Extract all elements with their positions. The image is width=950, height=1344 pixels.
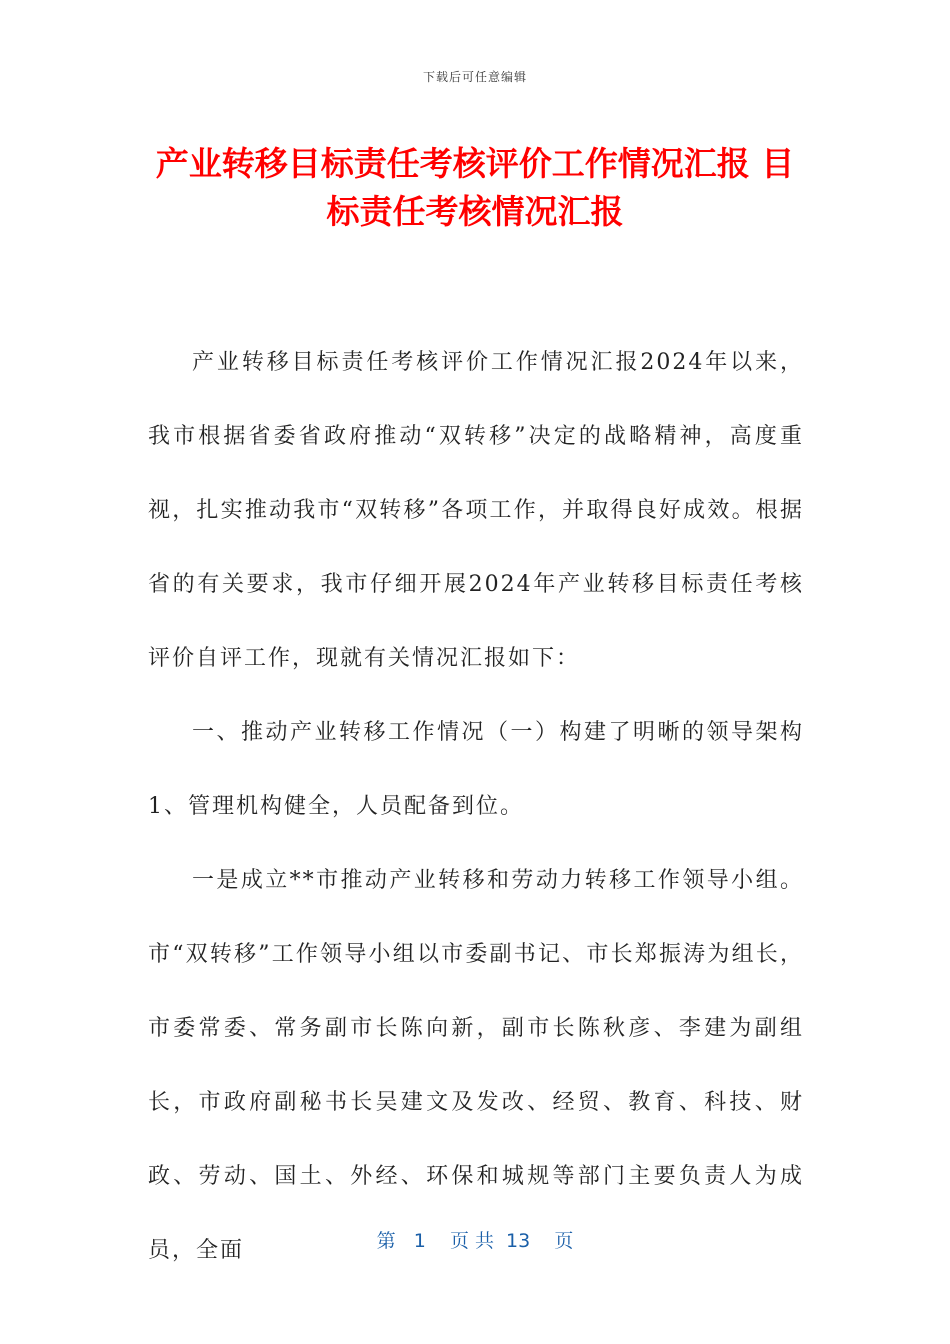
paragraph-1: 产业转移目标责任考核评价工作情况汇报2024年以来，我市根据省委省政府推动“双转移”决定的战略精神，高度重视，扎实推动我市“双转移”各项工作，并取得良好成效。根据省的有关要求，我市仔细开展2024年产业转移目标责任考核评价自评工作，现就有关情况汇报如下： (148, 350, 804, 671)
paragraph-3: 一是成立**市推动产业转移和劳动力转移工作领导小组。市“双转移”工作领导小组以市委副书记、市长郑振涛为组长，市委常委、常务副市长陈向新，副市长陈秋彦、李建为副组长，市政府副秘书长吴建文及发改、经贸、教育、科技、财政、劳动、国土、外经、环保和城规等部门主要负责人为成员，全面 (148, 868, 804, 1263)
header-note: 下载后可任意编辑 (422, 70, 527, 84)
page-number-footer: 第 1 页 共 13 页 (376, 1230, 574, 1252)
paragraph-2: 一、推动产业转移工作情况（一）构建了明晰的领导架构1、管理机构健全，人员配备到位。 (148, 720, 804, 819)
document-body (148, 326, 804, 1288)
document-title: 产业转移目标责任考核评价工作情况汇报 目标责任考核情况汇报 (155, 144, 795, 231)
